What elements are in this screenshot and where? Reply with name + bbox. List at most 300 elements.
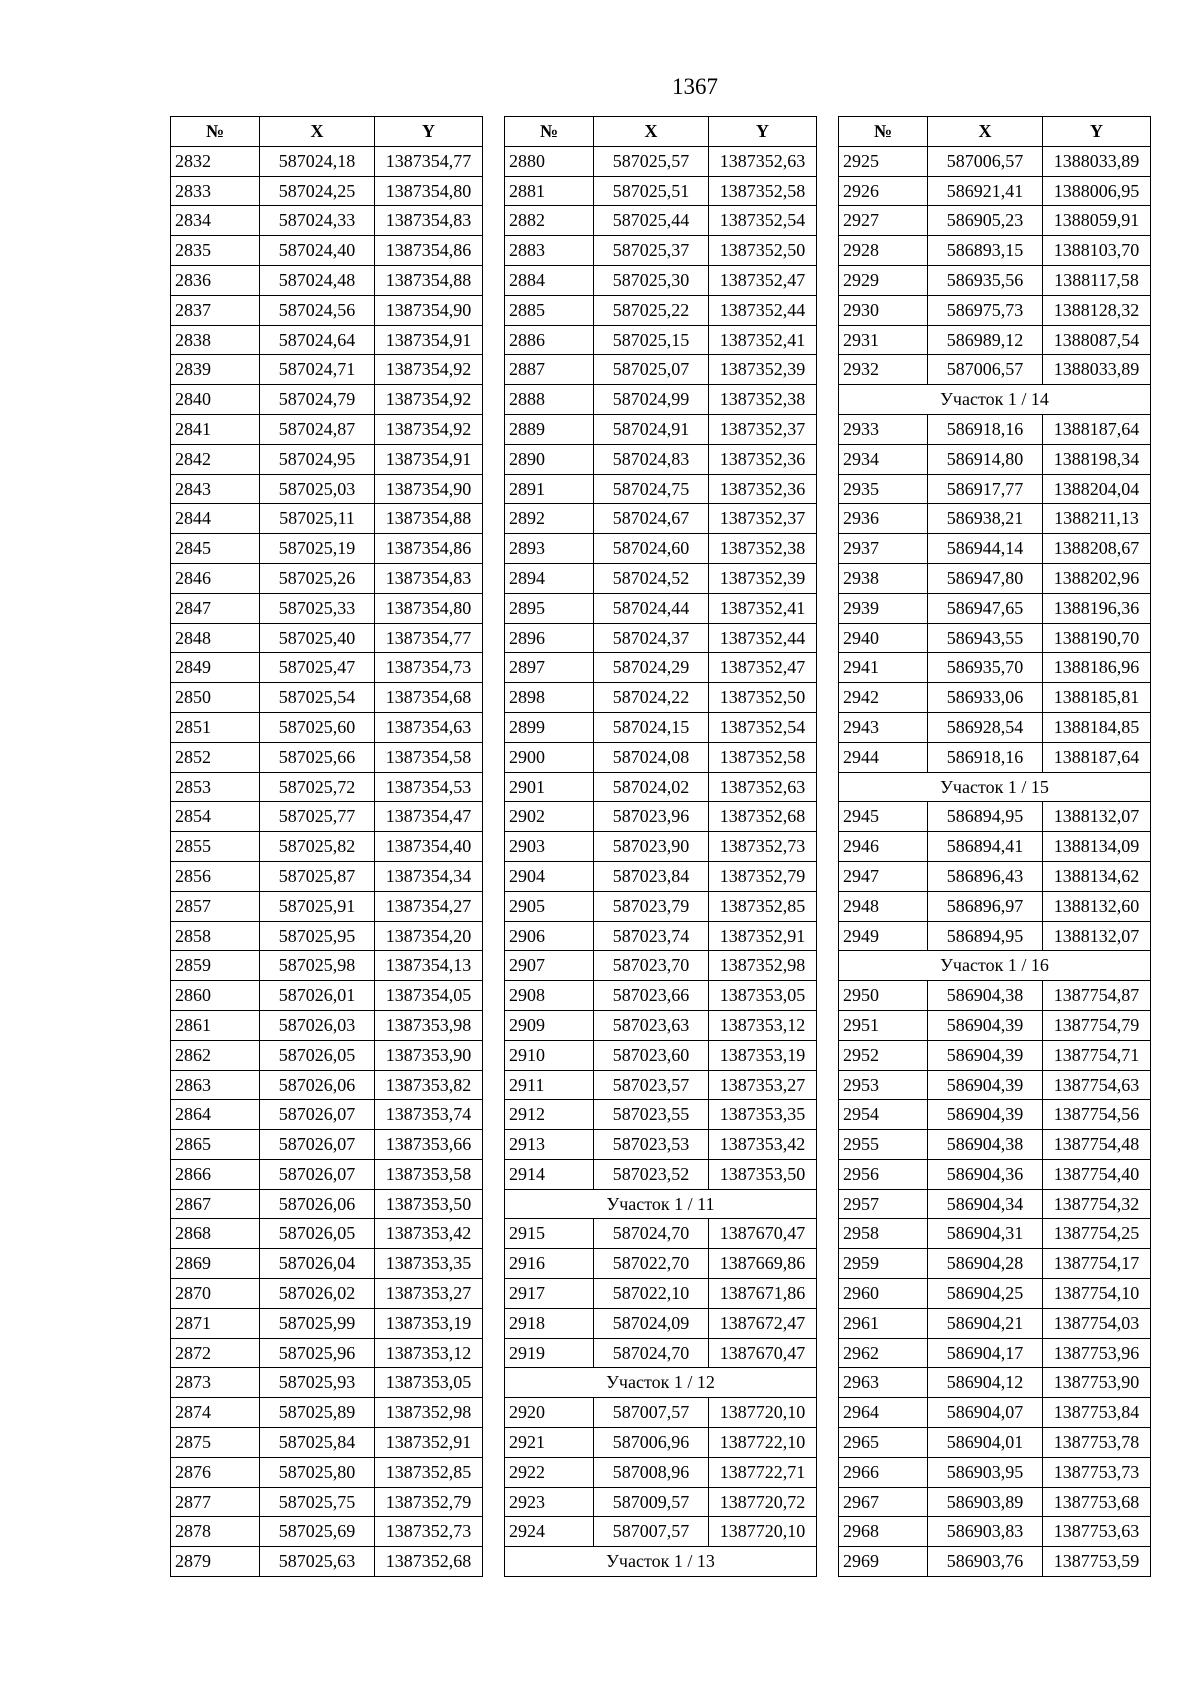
header-row	[505, 117, 817, 147]
y-coordinate: 1387353,66	[375, 1130, 483, 1160]
table-row	[171, 1368, 483, 1398]
y-coordinate: 1387670,47	[709, 1219, 817, 1249]
y-coordinate: 1387354,53	[375, 772, 483, 802]
y-coordinate: 1387353,27	[375, 1279, 483, 1309]
table-row	[839, 921, 1151, 951]
x-coordinate: 587025,33	[260, 593, 375, 623]
y-coordinate: 1387353,98	[375, 1010, 483, 1040]
point-number: 2963	[839, 1368, 928, 1398]
point-number: 2913	[505, 1130, 594, 1160]
y-coordinate: 1387352,73	[709, 832, 817, 862]
x-coordinate: 586893,15	[928, 236, 1043, 266]
y-coordinate: 1387353,05	[375, 1368, 483, 1398]
y-coordinate: 1387354,83	[375, 206, 483, 236]
point-number: 2893	[505, 534, 594, 564]
table-row	[839, 832, 1151, 862]
y-coordinate: 1387354,68	[375, 683, 483, 713]
point-number: 2916	[505, 1249, 594, 1279]
table-row	[505, 1487, 817, 1517]
x-coordinate: 586904,38	[928, 1130, 1043, 1160]
section-row	[505, 1547, 817, 1577]
x-coordinate: 586918,16	[928, 742, 1043, 772]
y-coordinate: 1387354,86	[375, 236, 483, 266]
x-coordinate: 586904,07	[928, 1398, 1043, 1428]
x-coordinate: 586917,77	[928, 474, 1043, 504]
table-row	[839, 1010, 1151, 1040]
header-number: №	[171, 117, 260, 147]
point-number: 2845	[171, 534, 260, 564]
y-coordinate: 1387753,90	[1043, 1368, 1151, 1398]
y-coordinate: 1387352,85	[375, 1457, 483, 1487]
point-number: 2935	[839, 474, 928, 504]
table-row	[505, 1100, 817, 1130]
y-coordinate: 1387754,56	[1043, 1100, 1151, 1130]
y-coordinate: 1387352,50	[709, 683, 817, 713]
x-coordinate: 587024,75	[594, 474, 709, 504]
x-coordinate: 587006,57	[928, 355, 1043, 385]
point-number: 2959	[839, 1249, 928, 1279]
table-row	[171, 265, 483, 295]
table-row	[839, 593, 1151, 623]
table-row	[171, 1130, 483, 1160]
table-row	[505, 206, 817, 236]
point-number: 2921	[505, 1428, 594, 1458]
x-coordinate: 587025,07	[594, 355, 709, 385]
y-coordinate: 1388202,96	[1043, 563, 1151, 593]
section-label: Участок 1 / 13	[505, 1547, 817, 1577]
table-row	[839, 712, 1151, 742]
x-coordinate: 586904,39	[928, 1070, 1043, 1100]
x-coordinate: 587025,22	[594, 295, 709, 325]
point-number: 2945	[839, 802, 928, 832]
point-number: 2910	[505, 1040, 594, 1070]
x-coordinate: 586921,41	[928, 176, 1043, 206]
point-number: 2946	[839, 832, 928, 862]
point-number: 2872	[171, 1338, 260, 1368]
x-coordinate: 586894,41	[928, 832, 1043, 862]
x-coordinate: 587026,02	[260, 1279, 375, 1309]
table-body	[839, 146, 1151, 1576]
y-coordinate: 1387753,68	[1043, 1487, 1151, 1517]
y-coordinate: 1388132,60	[1043, 891, 1151, 921]
y-coordinate: 1388117,58	[1043, 265, 1151, 295]
point-number: 2871	[171, 1308, 260, 1338]
table-row	[505, 1279, 817, 1309]
table-row	[171, 206, 483, 236]
y-coordinate: 1387353,19	[709, 1040, 817, 1070]
point-number: 2860	[171, 981, 260, 1011]
x-coordinate: 587023,53	[594, 1130, 709, 1160]
table-row	[839, 1189, 1151, 1219]
table-row	[505, 981, 817, 1011]
point-number: 2949	[839, 921, 928, 951]
section-label: Участок 1 / 11	[505, 1189, 817, 1219]
coordinate-table-2	[504, 116, 817, 1577]
y-coordinate: 1388059,91	[1043, 206, 1151, 236]
point-number: 2923	[505, 1487, 594, 1517]
y-coordinate: 1387753,84	[1043, 1398, 1151, 1428]
point-number: 2896	[505, 623, 594, 653]
point-number: 2842	[171, 444, 260, 474]
x-coordinate: 586904,34	[928, 1189, 1043, 1219]
x-coordinate: 587025,91	[260, 891, 375, 921]
y-coordinate: 1387754,87	[1043, 981, 1151, 1011]
y-coordinate: 1387353,74	[375, 1100, 483, 1130]
table-row	[505, 802, 817, 832]
y-coordinate: 1387352,79	[375, 1487, 483, 1517]
table-row	[839, 1487, 1151, 1517]
point-number: 2888	[505, 385, 594, 415]
y-coordinate: 1387722,10	[709, 1428, 817, 1458]
y-coordinate: 1388211,13	[1043, 504, 1151, 534]
table-row	[171, 1070, 483, 1100]
coordinate-table-1	[170, 116, 483, 1577]
table-row	[839, 444, 1151, 474]
y-coordinate: 1387354,13	[375, 951, 483, 981]
table-row	[171, 1219, 483, 1249]
x-coordinate: 587024,44	[594, 593, 709, 623]
y-coordinate: 1388006,95	[1043, 176, 1151, 206]
table-row	[839, 653, 1151, 683]
y-coordinate: 1387754,71	[1043, 1040, 1151, 1070]
point-number: 2917	[505, 1279, 594, 1309]
table-row	[171, 981, 483, 1011]
x-coordinate: 586904,12	[928, 1368, 1043, 1398]
point-number: 2941	[839, 653, 928, 683]
table-row	[171, 742, 483, 772]
y-coordinate: 1387753,59	[1043, 1547, 1151, 1577]
x-coordinate: 587025,69	[260, 1517, 375, 1547]
x-coordinate: 587026,07	[260, 1159, 375, 1189]
y-coordinate: 1387353,58	[375, 1159, 483, 1189]
x-coordinate: 586896,97	[928, 891, 1043, 921]
table-row	[505, 414, 817, 444]
table-row	[505, 832, 817, 862]
point-number: 2961	[839, 1308, 928, 1338]
table-row	[505, 593, 817, 623]
table-row	[505, 861, 817, 891]
x-coordinate: 587026,06	[260, 1189, 375, 1219]
x-coordinate: 587026,03	[260, 1010, 375, 1040]
point-number: 2878	[171, 1517, 260, 1547]
point-number: 2969	[839, 1547, 928, 1577]
y-coordinate: 1387352,37	[709, 504, 817, 534]
point-number: 2850	[171, 683, 260, 713]
x-coordinate: 587024,70	[594, 1338, 709, 1368]
point-number: 2932	[839, 355, 928, 385]
table-row	[505, 772, 817, 802]
table-row	[171, 712, 483, 742]
point-number: 2954	[839, 1100, 928, 1130]
point-number: 2879	[171, 1547, 260, 1577]
x-coordinate: 587023,79	[594, 891, 709, 921]
y-coordinate: 1387352,44	[709, 623, 817, 653]
x-coordinate: 586935,56	[928, 265, 1043, 295]
table-row	[505, 1398, 817, 1428]
y-coordinate: 1388132,07	[1043, 802, 1151, 832]
x-coordinate: 586903,89	[928, 1487, 1043, 1517]
x-coordinate: 587024,08	[594, 742, 709, 772]
x-coordinate: 587024,70	[594, 1219, 709, 1249]
x-coordinate: 586904,17	[928, 1338, 1043, 1368]
y-coordinate: 1387754,03	[1043, 1308, 1151, 1338]
point-number: 2846	[171, 563, 260, 593]
x-coordinate: 587007,57	[594, 1517, 709, 1547]
table-row	[839, 534, 1151, 564]
point-number: 2852	[171, 742, 260, 772]
x-coordinate: 587025,98	[260, 951, 375, 981]
y-coordinate: 1387353,27	[709, 1070, 817, 1100]
table-row	[171, 683, 483, 713]
y-coordinate: 1387354,80	[375, 176, 483, 206]
x-coordinate: 587023,55	[594, 1100, 709, 1130]
x-coordinate: 587025,82	[260, 832, 375, 862]
y-coordinate: 1387754,25	[1043, 1219, 1151, 1249]
y-coordinate: 1387354,40	[375, 832, 483, 862]
table-row	[505, 534, 817, 564]
point-number: 2883	[505, 236, 594, 266]
y-coordinate: 1387352,54	[709, 712, 817, 742]
x-coordinate: 586904,39	[928, 1010, 1043, 1040]
table-row	[839, 1517, 1151, 1547]
y-coordinate: 1387353,42	[709, 1130, 817, 1160]
point-number: 2895	[505, 593, 594, 623]
y-coordinate: 1387352,36	[709, 444, 817, 474]
table-row	[171, 1249, 483, 1279]
point-number: 2853	[171, 772, 260, 802]
header-y: Y	[375, 117, 483, 147]
y-coordinate: 1387352,68	[709, 802, 817, 832]
point-number: 2920	[505, 1398, 594, 1428]
table-row	[839, 1219, 1151, 1249]
x-coordinate: 586989,12	[928, 325, 1043, 355]
x-coordinate: 586894,95	[928, 921, 1043, 951]
point-number: 2947	[839, 861, 928, 891]
x-coordinate: 587023,66	[594, 981, 709, 1011]
x-coordinate: 586947,80	[928, 563, 1043, 593]
point-number: 2835	[171, 236, 260, 266]
table-row	[171, 1547, 483, 1577]
table-row	[171, 921, 483, 951]
point-number: 2930	[839, 295, 928, 325]
y-coordinate: 1387754,48	[1043, 1130, 1151, 1160]
table-row	[505, 1070, 817, 1100]
point-number: 2875	[171, 1428, 260, 1458]
y-coordinate: 1387354,86	[375, 534, 483, 564]
point-number: 2861	[171, 1010, 260, 1040]
x-coordinate: 587026,05	[260, 1040, 375, 1070]
table-row	[171, 146, 483, 176]
section-label: Участок 1 / 15	[839, 772, 1151, 802]
point-number: 2857	[171, 891, 260, 921]
table-row	[171, 832, 483, 862]
x-coordinate: 587023,90	[594, 832, 709, 862]
section-row	[839, 772, 1151, 802]
header-y: Y	[1043, 117, 1151, 147]
point-number: 2919	[505, 1338, 594, 1368]
y-coordinate: 1388132,07	[1043, 921, 1151, 951]
y-coordinate: 1388196,36	[1043, 593, 1151, 623]
header-x: X	[260, 117, 375, 147]
x-coordinate: 587006,57	[928, 146, 1043, 176]
x-coordinate: 587025,60	[260, 712, 375, 742]
x-coordinate: 586904,21	[928, 1308, 1043, 1338]
table-row	[171, 802, 483, 832]
x-coordinate: 587024,60	[594, 534, 709, 564]
y-coordinate: 1387352,79	[709, 861, 817, 891]
x-coordinate: 587023,57	[594, 1070, 709, 1100]
point-number: 2943	[839, 712, 928, 742]
table-row	[505, 444, 817, 474]
header-number: №	[839, 117, 928, 147]
point-number: 2884	[505, 265, 594, 295]
x-coordinate: 587025,03	[260, 474, 375, 504]
x-coordinate: 587024,95	[260, 444, 375, 474]
table-row	[505, 265, 817, 295]
y-coordinate: 1387753,78	[1043, 1428, 1151, 1458]
table-row	[171, 534, 483, 564]
y-coordinate: 1387352,47	[709, 653, 817, 683]
x-coordinate: 587026,05	[260, 1219, 375, 1249]
y-coordinate: 1388186,96	[1043, 653, 1151, 683]
x-coordinate: 586896,43	[928, 861, 1043, 891]
x-coordinate: 587025,54	[260, 683, 375, 713]
y-coordinate: 1387354,58	[375, 742, 483, 772]
point-number: 2912	[505, 1100, 594, 1130]
point-number: 2841	[171, 414, 260, 444]
y-coordinate: 1387671,86	[709, 1279, 817, 1309]
section-label: Участок 1 / 16	[839, 951, 1151, 981]
point-number: 2909	[505, 1010, 594, 1040]
table-row	[505, 474, 817, 504]
table-row	[505, 1308, 817, 1338]
x-coordinate: 587025,57	[594, 146, 709, 176]
point-number: 2962	[839, 1338, 928, 1368]
point-number: 2867	[171, 1189, 260, 1219]
point-number: 2877	[171, 1487, 260, 1517]
y-coordinate: 1387720,10	[709, 1517, 817, 1547]
table-row	[171, 176, 483, 206]
y-coordinate: 1387354,34	[375, 861, 483, 891]
point-number: 2927	[839, 206, 928, 236]
point-number: 2914	[505, 1159, 594, 1189]
point-number: 2939	[839, 593, 928, 623]
table-row	[171, 504, 483, 534]
point-number: 2863	[171, 1070, 260, 1100]
x-coordinate: 587024,48	[260, 265, 375, 295]
table-row	[839, 1159, 1151, 1189]
table-row	[171, 1279, 483, 1309]
y-coordinate: 1387754,32	[1043, 1189, 1151, 1219]
table-row	[505, 951, 817, 981]
y-coordinate: 1388087,54	[1043, 325, 1151, 355]
x-coordinate: 587022,70	[594, 1249, 709, 1279]
table-row	[839, 1040, 1151, 1070]
y-coordinate: 1387352,68	[375, 1547, 483, 1577]
table-row	[505, 1517, 817, 1547]
point-number: 2942	[839, 683, 928, 713]
x-coordinate: 587023,84	[594, 861, 709, 891]
y-coordinate: 1387352,73	[375, 1517, 483, 1547]
point-number: 2882	[505, 206, 594, 236]
x-coordinate: 587025,37	[594, 236, 709, 266]
x-coordinate: 586905,23	[928, 206, 1043, 236]
table-row	[839, 802, 1151, 832]
y-coordinate: 1387354,83	[375, 563, 483, 593]
coordinate-table-3	[838, 116, 1151, 1577]
x-coordinate: 587025,11	[260, 504, 375, 534]
x-coordinate: 587024,99	[594, 385, 709, 415]
y-coordinate: 1387353,82	[375, 1070, 483, 1100]
point-number: 2843	[171, 474, 260, 504]
section-row	[505, 1189, 817, 1219]
point-number: 2924	[505, 1517, 594, 1547]
table-row	[839, 474, 1151, 504]
x-coordinate: 587024,22	[594, 683, 709, 713]
x-coordinate: 587025,26	[260, 563, 375, 593]
point-number: 2848	[171, 623, 260, 653]
y-coordinate: 1387352,98	[375, 1398, 483, 1428]
y-coordinate: 1387353,19	[375, 1308, 483, 1338]
y-coordinate: 1388190,70	[1043, 623, 1151, 653]
table-row	[505, 385, 817, 415]
x-coordinate: 586904,39	[928, 1040, 1043, 1070]
section-row	[839, 385, 1151, 415]
point-number: 2894	[505, 563, 594, 593]
x-coordinate: 587008,96	[594, 1457, 709, 1487]
point-number: 2966	[839, 1457, 928, 1487]
point-number: 2902	[505, 802, 594, 832]
point-number: 2862	[171, 1040, 260, 1070]
point-number: 2944	[839, 742, 928, 772]
table-row	[505, 146, 817, 176]
x-coordinate: 586904,31	[928, 1219, 1043, 1249]
x-coordinate: 587024,67	[594, 504, 709, 534]
point-number: 2918	[505, 1308, 594, 1338]
point-number: 2837	[171, 295, 260, 325]
table-row	[505, 1159, 817, 1189]
x-coordinate: 587025,30	[594, 265, 709, 295]
point-number: 2870	[171, 1279, 260, 1309]
y-coordinate: 1388184,85	[1043, 712, 1151, 742]
x-coordinate: 587026,07	[260, 1130, 375, 1160]
table-row	[171, 1457, 483, 1487]
table-row	[505, 325, 817, 355]
table-row	[171, 593, 483, 623]
point-number: 2897	[505, 653, 594, 683]
y-coordinate: 1387352,37	[709, 414, 817, 444]
point-number: 2900	[505, 742, 594, 772]
x-coordinate: 587023,96	[594, 802, 709, 832]
point-number: 2901	[505, 772, 594, 802]
y-coordinate: 1388187,64	[1043, 742, 1151, 772]
y-coordinate: 1388208,67	[1043, 534, 1151, 564]
table-row	[171, 1040, 483, 1070]
x-coordinate: 587024,64	[260, 325, 375, 355]
y-coordinate: 1387352,85	[709, 891, 817, 921]
x-coordinate: 587024,71	[260, 355, 375, 385]
table-row	[171, 951, 483, 981]
x-coordinate: 586904,01	[928, 1428, 1043, 1458]
point-number: 2967	[839, 1487, 928, 1517]
table-row	[839, 504, 1151, 534]
y-coordinate: 1387353,05	[709, 981, 817, 1011]
x-coordinate: 587026,07	[260, 1100, 375, 1130]
y-coordinate: 1388185,81	[1043, 683, 1151, 713]
x-coordinate: 586928,54	[928, 712, 1043, 742]
table-row	[839, 1249, 1151, 1279]
point-number: 2933	[839, 414, 928, 444]
